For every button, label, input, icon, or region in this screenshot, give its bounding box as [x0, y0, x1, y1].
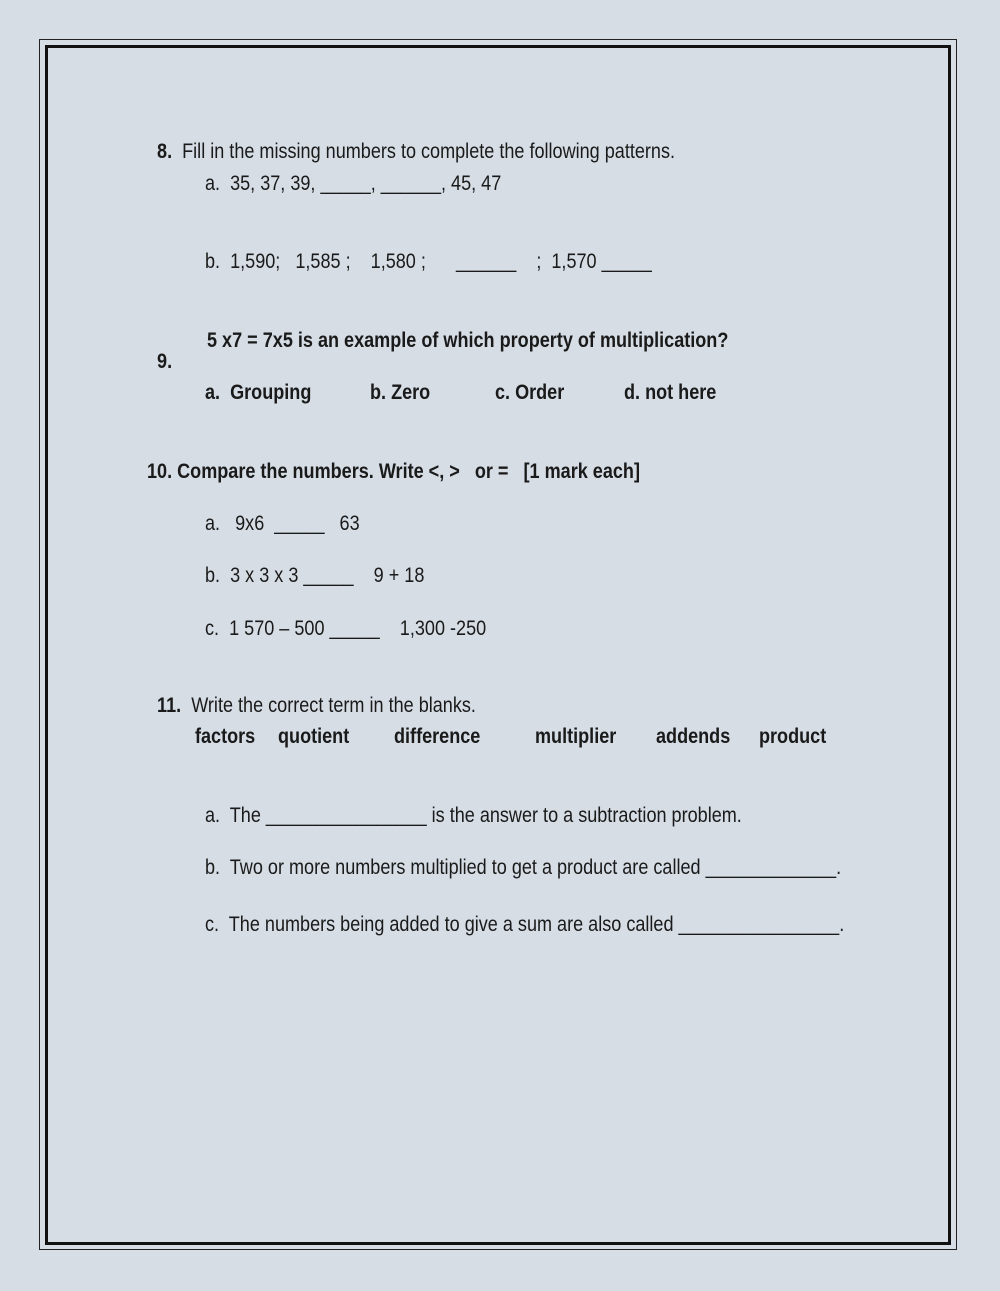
question-number: 11. — [157, 694, 182, 717]
question-number: 9. — [157, 350, 173, 373]
question-8-part-a: a. 35, 37, 39, _____, ______, 45, 47 — [205, 172, 502, 195]
term-product: product — [759, 725, 827, 748]
question-10-part-b: b. 3 x 3 x 3 _____ 9 + 18 — [205, 564, 425, 587]
question-11 — [147, 674, 476, 716]
question-11-part-a: a. The ________________ is the answer to a subtraction problem. — [205, 804, 742, 827]
term-factors: factors — [195, 725, 256, 748]
question-9-prompt: 5 x7 = 7x5 is an example of which property of multiplication? — [207, 329, 729, 352]
question-10-part-a: a. 9x6 _____ 63 — [205, 512, 360, 535]
question-prompt: Fill in the missing numbers to complete the following patterns. — [182, 140, 676, 163]
question-8-part-b: b. 1,590; 1,585 ; 1,580 ; ______ ; 1,570 _____ — [205, 250, 652, 273]
term-quotient: quotient — [278, 725, 350, 748]
question-9-option-d: d. not here — [624, 381, 717, 404]
question-8 — [147, 120, 675, 162]
question-11-part-b: b. Two or more numbers multiplied to get a product are called _____________. — [205, 856, 842, 879]
question-9 — [147, 330, 172, 372]
page-border-inner — [45, 45, 951, 1245]
question-10-prompt: 10. Compare the numbers. Write <, > or = [1 mark each] — [147, 460, 640, 483]
question-9-option-c: c. Order — [495, 381, 565, 404]
question-10-part-c: c. 1 570 – 500 _____ 1,300 -250 — [205, 617, 487, 640]
question-11-part-c: c. The numbers being added to give a sum are also called ________________. — [205, 913, 845, 936]
term-difference: difference — [394, 725, 481, 748]
question-9-option-a: a. Grouping — [205, 381, 312, 404]
question-prompt: Write the correct term in the blanks. — [191, 694, 476, 717]
term-multiplier: multiplier — [535, 725, 617, 748]
question-9-option-b: b. Zero — [370, 381, 431, 404]
question-number: 8. — [157, 140, 173, 163]
term-addends: addends — [656, 725, 731, 748]
